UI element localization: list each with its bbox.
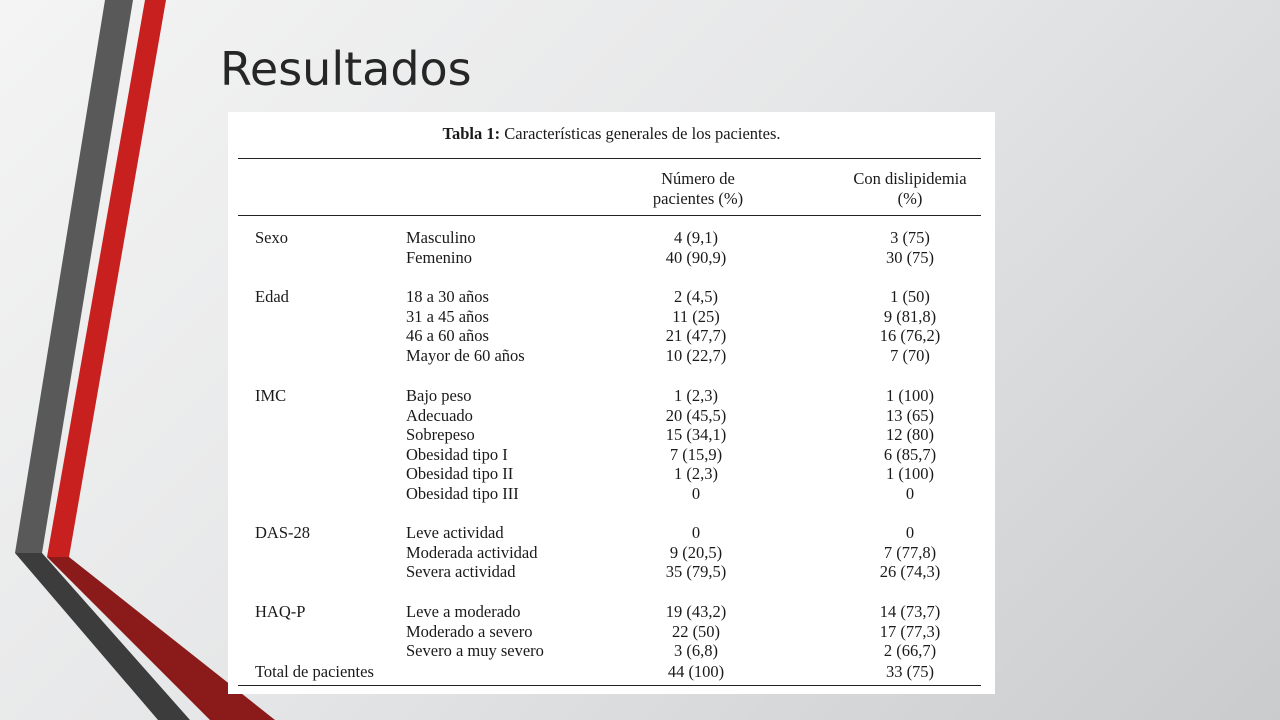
- row-dyslipidemia-value: 16 (76,2): [879, 326, 941, 346]
- table-caption-label: Tabla 1:: [442, 124, 501, 143]
- top-rule: [238, 158, 981, 159]
- row-label: Obesidad tipo I: [406, 444, 508, 464]
- header-rule: [238, 215, 981, 216]
- row-label: 46 a 60 años: [406, 326, 489, 346]
- row-label: Bajo peso: [406, 386, 472, 405]
- row-label: Leve actividad: [406, 523, 504, 542]
- total-patients-value: 44 (100): [667, 662, 725, 681]
- row-patients-value: 10 (22,7): [665, 345, 727, 365]
- row-label: Severa actividad: [406, 562, 516, 582]
- row-label: Moderada actividad: [406, 542, 538, 562]
- row-category: DAS-28: [255, 523, 311, 542]
- row-dyslipidemia-value: 7 (77,8): [883, 542, 937, 562]
- row-patients-value: 2 (4,5): [674, 287, 718, 306]
- row-patients-value: 7 (15,9): [669, 444, 723, 464]
- row-patients-value: 19 (43,2): [665, 602, 727, 621]
- row-dyslipidemia-value: 0: [905, 523, 915, 542]
- row-category: IMC: [255, 386, 287, 405]
- row-label: 31 a 45 años: [406, 306, 489, 326]
- row-dyslipidemia-value: 0: [905, 484, 915, 503]
- row-patients-value: 11 (25): [672, 306, 720, 326]
- row-dyslipidemia-value: 14 (73,7): [879, 602, 941, 621]
- row-label: Moderado a severo: [406, 621, 533, 641]
- header-dyslipidemia: Con dislipidemia (%): [853, 169, 967, 208]
- total-label: Total de pacientes: [255, 662, 374, 681]
- row-label: Adecuado: [406, 405, 473, 425]
- table-card: [228, 112, 995, 694]
- row-patients-value: 21 (47,7): [665, 326, 727, 346]
- row-patients-value: 15 (34,1): [665, 425, 727, 445]
- total-dyslipidemia-value: 33 (75): [885, 662, 935, 681]
- row-category: HAQ-P: [255, 602, 306, 621]
- table-caption-text: Características generales de los pacientes.: [500, 124, 781, 143]
- row-dyslipidemia-value: 1 (50): [890, 287, 930, 306]
- row-patients-value: 4 (9,1): [674, 228, 718, 247]
- row-label: Severo a muy severo: [406, 641, 544, 661]
- row-patients-value: 20 (45,5): [665, 405, 727, 425]
- row-dyslipidemia-value: 1 (100): [885, 464, 935, 484]
- row-patients-value: 40 (90,9): [665, 247, 727, 267]
- row-dyslipidemia-value: 2 (66,7): [883, 641, 937, 661]
- row-category: Edad: [255, 287, 289, 306]
- row-dyslipidemia-value: 9 (81,8): [883, 306, 937, 326]
- row-label: Obesidad tipo III: [406, 484, 519, 503]
- row-label: Obesidad tipo II: [406, 464, 514, 484]
- row-label: Masculino: [406, 228, 476, 247]
- row-dyslipidemia-value: 3 (75): [890, 228, 930, 247]
- row-dyslipidemia-value: 26 (74,3): [879, 562, 941, 582]
- row-patients-value: 1 (2,3): [674, 386, 718, 405]
- row-dyslipidemia-value: 17 (77,3): [879, 621, 941, 641]
- row-patients-value: 1 (2,3): [674, 464, 718, 484]
- row-patients-value: 9 (20,5): [669, 542, 723, 562]
- row-label: Femenino: [406, 247, 472, 267]
- table-caption: [228, 124, 995, 144]
- row-dyslipidemia-value: 30 (75): [885, 247, 935, 267]
- bottom-rule: [238, 685, 981, 686]
- row-label: Leve a moderado: [406, 602, 521, 621]
- row-dyslipidemia-value: 7 (70): [890, 345, 930, 365]
- row-dyslipidemia-value: 6 (85,7): [883, 444, 937, 464]
- row-category: Sexo: [255, 228, 288, 247]
- row-dyslipidemia-value: 1 (100): [885, 386, 935, 405]
- row-label: Sobrepeso: [406, 425, 475, 445]
- row-patients-value: 0: [691, 484, 701, 503]
- row-patients-value: 0: [691, 523, 701, 542]
- row-patients-value: 35 (79,5): [665, 562, 727, 582]
- row-patients-value: 3 (6,8): [674, 641, 718, 661]
- row-dyslipidemia-value: 13 (65): [885, 405, 935, 425]
- row-label: 18 a 30 años: [406, 287, 489, 306]
- row-dyslipidemia-value: 12 (80): [885, 425, 935, 445]
- header-patients: Número de pacientes (%): [652, 169, 744, 208]
- slide-title: Resultados: [220, 42, 472, 96]
- row-patients-value: 22 (50): [671, 621, 721, 641]
- row-label: Mayor de 60 años: [406, 345, 525, 365]
